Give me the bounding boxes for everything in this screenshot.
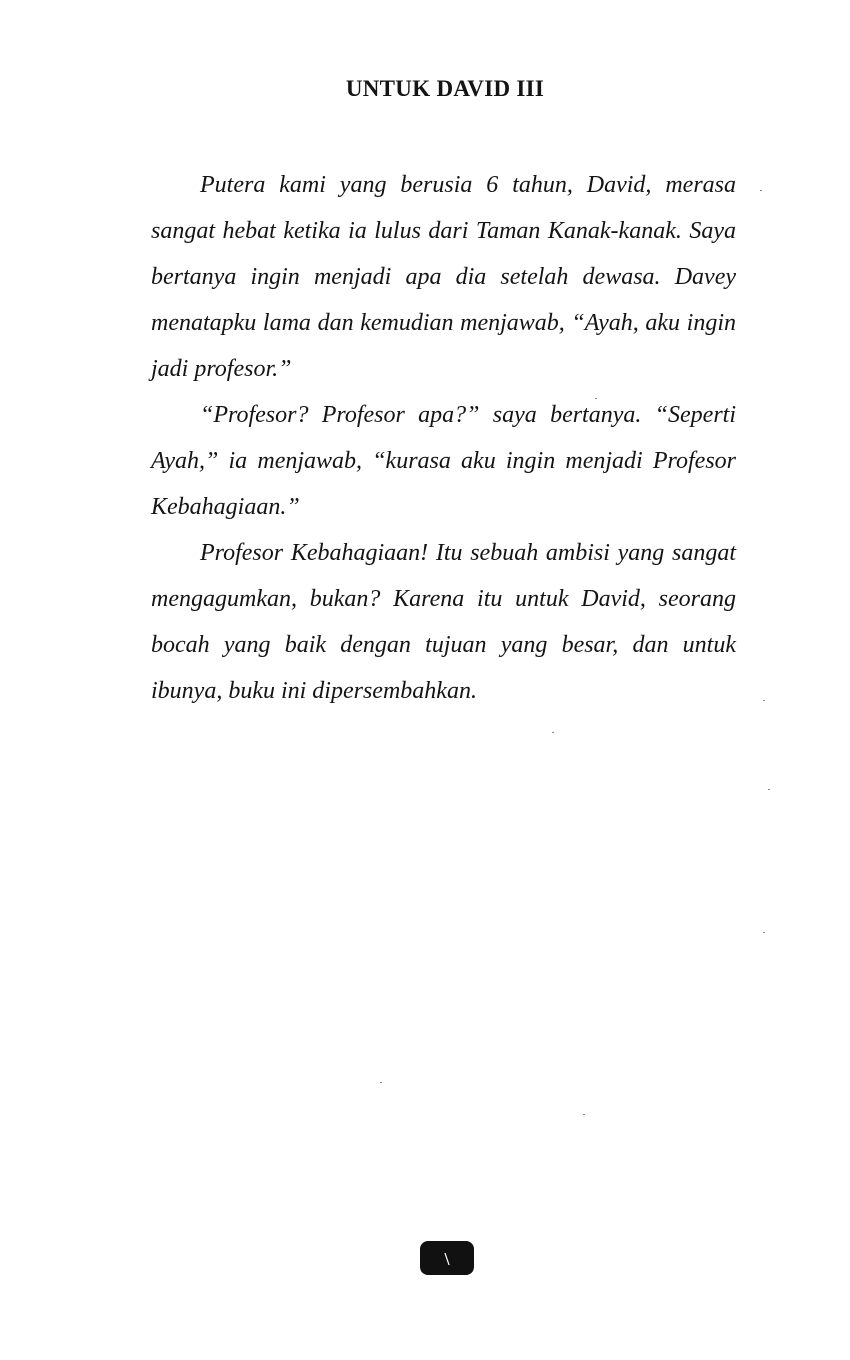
scan-speck	[763, 932, 765, 933]
scan-speck	[583, 1114, 585, 1115]
paragraph-2: “Profesor? Profesor apa?” saya bertanya. “Seperti Ayah,” ia menjawab, “kurasa aku ingin menjadi Profesor Kebahagiaan.”	[151, 402, 736, 520]
page-title: UNTUK DAVID III	[345, 76, 545, 101]
dedication-text	[151, 162, 736, 714]
paragraph-1: Putera kami yang berusia 6 tahun, David, merasa sangat hebat ketika ia lulus dari Taman Kanak-kanak. Saya bertanya ingin menjadi apa dia setelah dewasa. Davey menatapku lama dan kemudian menjawab, “Ayah, aku ingin jadi profesor.”	[151, 172, 736, 382]
scan-speck	[380, 1082, 382, 1083]
scan-speck	[763, 700, 765, 701]
scan-speck	[595, 398, 597, 399]
page-number: \	[444, 1249, 450, 1269]
scan-speck	[768, 789, 770, 790]
paragraph-3: Profesor Kebahagiaan! Itu sebuah ambisi yang sangat mengagumkan, bukan? Karena itu untuk David, seorang bocah yang baik dengan tujuan yang besar, dan untuk ibunya, buku ini dipersembahkan.	[151, 540, 736, 704]
page-number-tab	[420, 1241, 474, 1275]
scan-speck	[552, 732, 554, 733]
scan-speck	[760, 190, 762, 191]
